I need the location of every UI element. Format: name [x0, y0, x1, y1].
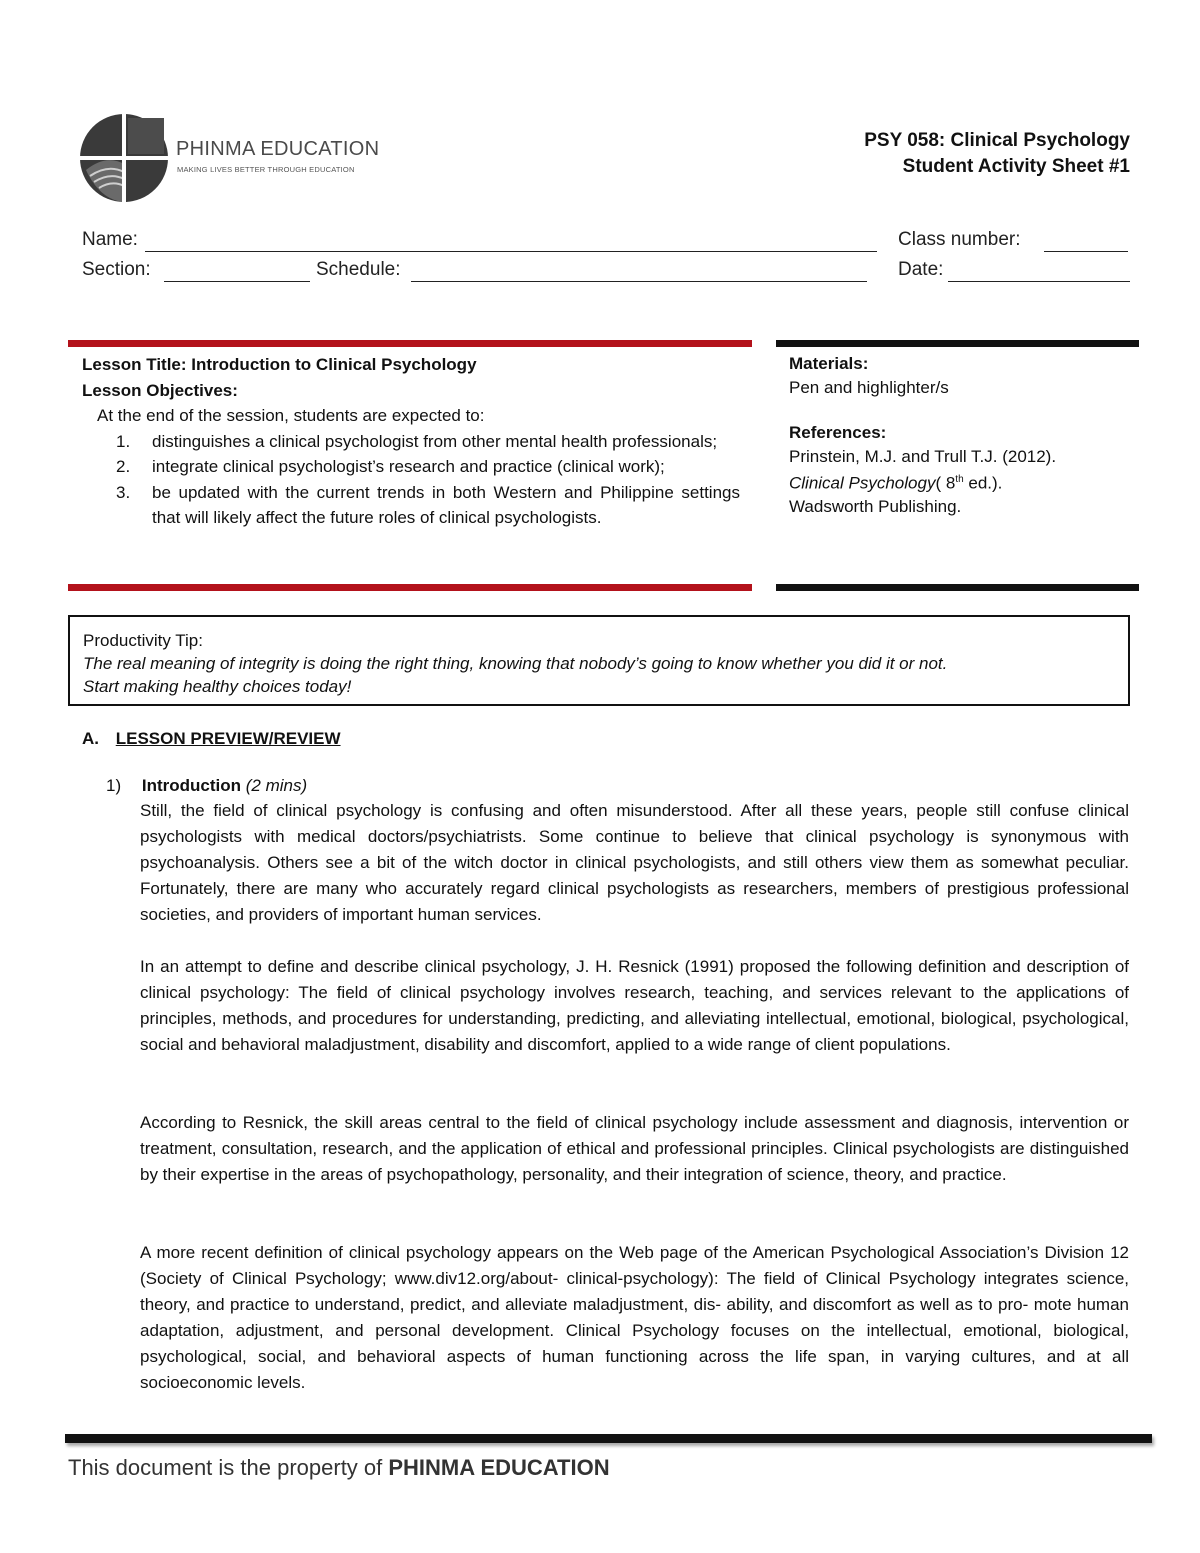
intro-number: 1)	[106, 776, 122, 795]
materials-value: Pen and highlighter/s	[789, 377, 949, 397]
paragraph	[140, 1110, 1129, 1188]
intro-title: Introduction	[141, 776, 242, 795]
reference-edition-post: ed.).	[963, 473, 1003, 493]
paragraph	[140, 798, 1129, 928]
productivity-tip-box	[68, 615, 1130, 706]
paragraph-text: In an attempt to define and describe clinical psychology, J. H. Resnick (1991) proposed the following definition and description of clinical psychology: The field of clinical psychology involves research, teaching, and services relevant to the applications of principles, methods, and procedures for understanding, predicting, and alleviating intellectual, emotional, biological, psychological, social and behavioral maladjustment, disability and discomfort, applied to a wide range of client populations.	[140, 957, 1129, 1054]
reference-authors: Prinstein, M.J. and Trull T.J. (2012).	[789, 446, 1057, 466]
objective-text: integrate clinical psychologist’s research and practice (clinical work);	[152, 457, 665, 476]
tip-line-1: The real meaning of integrity is doing the right thing, knowing that nobody’s going to know whether you did it or not.	[83, 654, 948, 673]
intro-heading	[106, 776, 307, 796]
lesson-block	[82, 352, 740, 531]
section-a-letter: A.	[82, 729, 99, 748]
tip-label: Productivity Tip:	[83, 631, 203, 650]
materials-label: Materials:	[789, 354, 869, 373]
phinma-emblem-icon	[78, 112, 172, 204]
footer-bar	[65, 1434, 1152, 1443]
materials-top-bar	[776, 340, 1139, 347]
section-field[interactable]	[164, 281, 310, 282]
objective-text: be updated with the current trends in both Western and Philippine settings that will likely affect the future roles of clinical psychologists.	[152, 482, 740, 527]
date-label: Date:	[898, 259, 944, 280]
lesson-bottom-bar	[68, 584, 752, 591]
paragraph-text: Still, the field of clinical psychology is confusing and often misunderstood. After all these years, people still confuse clinical psychologists with medical doctors/psychiatrists. Some continue to believe that clinical psychology is synonymous with psychoanalysis. Others see a bit of the witch doctor in clinical psychologists, and still others view them as somewhat peculiar. Fortunately, there are many who accurately regard clinical psychologists as researchers, members of prestigious professional societies, and providers of important human services.	[140, 801, 1129, 924]
reference-edition-sup: th	[955, 474, 964, 485]
objective-item	[82, 429, 740, 455]
schedule-label: Schedule:	[316, 259, 401, 280]
lesson-title-label: Lesson Title:	[82, 355, 187, 374]
date-field[interactable]	[948, 281, 1130, 282]
objectives-list	[82, 429, 740, 531]
reference-edition-pre: ( 8	[935, 473, 956, 493]
objective-item	[82, 480, 740, 531]
class-number-field[interactable]	[1044, 251, 1128, 252]
materials-block	[789, 352, 1134, 519]
objective-item	[82, 454, 740, 480]
objective-number: 3.	[116, 482, 131, 502]
course-title: PSY 058: Clinical Psychology	[864, 130, 1130, 151]
lesson-title: Introduction to Clinical Psychology	[191, 355, 477, 374]
form-row-section	[82, 259, 1132, 285]
form-row-name	[82, 229, 1132, 255]
footer-owner: PHINMA EDUCATION	[388, 1455, 610, 1480]
paragraph-text: According to Resnick, the skill areas central to the field of clinical psychology include assessment and diagnosis, intervention or treatment, consultation, research, and the application of ethical and professional principles. Clinical psychologists are distinguished by their expertise in the areas of psychopathology, personality, and their integration of science, theory, and practice.	[140, 1113, 1129, 1184]
schedule-field[interactable]	[411, 281, 867, 282]
intro-time: (2 mins)	[245, 776, 308, 795]
section-a-title: LESSON PREVIEW/REVIEW	[115, 729, 341, 748]
lesson-top-bar	[68, 340, 752, 347]
sheet-title: Student Activity Sheet #1	[902, 156, 1130, 177]
phinma-logo	[78, 112, 378, 204]
section-label: Section:	[82, 259, 151, 280]
paragraph	[140, 1240, 1129, 1396]
logo-tagline: MAKING LIVES BETTER THROUGH EDUCATION	[177, 165, 355, 174]
objective-text: distinguishes a clinical psychologist from other mental health professionals;	[152, 431, 718, 451]
lesson-title-line	[82, 352, 740, 378]
tip-line-2: Start making healthy choices today!	[83, 677, 352, 696]
paragraph-text: A more recent definition of clinical psychology appears on the Web page of the American Psychological Association’s Division 12 (Society of Clinical Psychology; www.div12.org/about- clinical-psychology): The field of Clinical Psychology integrates science, theory, and practice to understand, predict, and alleviate maladjustment, dis- ability, and discomfort as well as to pro- mote human adaptation, adjustment, and personal development. Clinical Psychology focuses on the intellectual, emotional, biological, psychological, social, and behavioral aspects of human functioning across the life span, in varying cultures, and at all socioeconomic levels.	[140, 1243, 1129, 1392]
lesson-objectives-label: Lesson Objectives:	[82, 380, 238, 400]
lesson-objectives-intro: At the end of the session, students are expected to:	[97, 406, 485, 425]
references-label: References:	[789, 423, 887, 442]
reference-publisher: Wadsworth Publishing.	[789, 497, 962, 517]
objective-number: 2.	[116, 457, 131, 476]
materials-bottom-bar	[776, 584, 1139, 591]
logo-name: PHINMA EDUCATION	[176, 138, 380, 160]
name-label: Name:	[82, 229, 138, 250]
objective-number: 1.	[116, 431, 131, 451]
footer-prefix: This document is the property of	[68, 1455, 389, 1480]
class-number-label: Class number:	[898, 229, 1021, 250]
section-a-heading	[82, 729, 341, 749]
name-field[interactable]	[145, 251, 877, 252]
reference-title: Clinical Psychology	[789, 473, 936, 493]
footer-text	[68, 1455, 610, 1481]
paragraph	[140, 954, 1129, 1058]
reference-title-line	[789, 468, 1134, 495]
